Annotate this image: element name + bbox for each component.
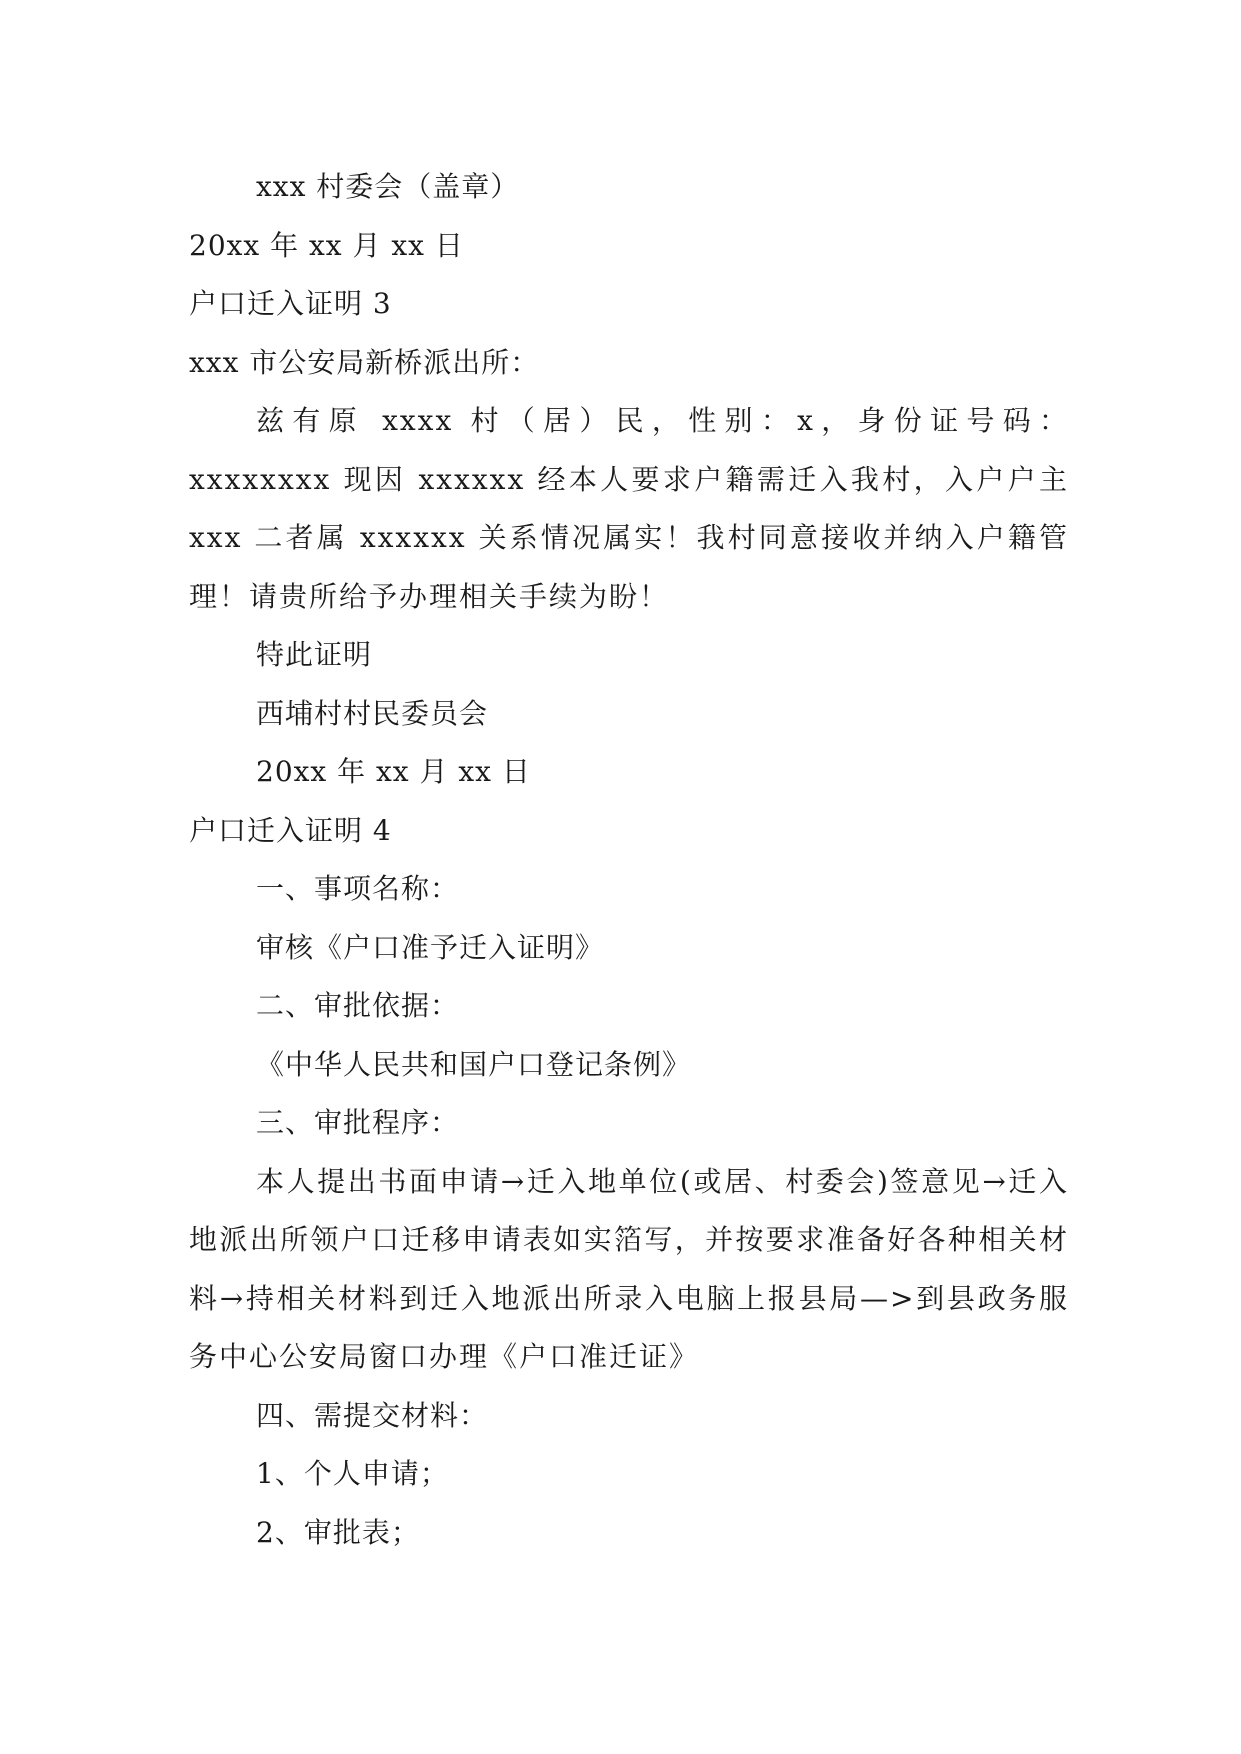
document-body [189,158,1069,1562]
item-title: 四、需提交材料： [256,1398,489,1432]
section-heading: 户口迁入证明 3 [189,287,392,320]
signature-line: 西埔村村民委员会 [256,696,489,730]
stamp-line: xxx 村委会（盖章） [256,170,520,203]
closing-line: 特此证明 [256,638,373,671]
list-item: 1、个人申请； [256,1457,449,1490]
list-item: 2、审批表； [256,1515,420,1549]
item-body: 《中华人民共和国户口登记条例》 [256,1047,692,1081]
procedure-paragraph: 本人提出书面申请→迁入地单位(或居、村委会)签意见→迁入地派出所领户口迁移申请表如实箔写，并按要求准备好各种相关材料→持相关材料到迁入地派出所录入电脑上报县局—>到县政务服务中心公安局窗口办理《户口准迁证》 [189,1164,1069,1373]
item-body: 审核《户口准予迁入证明》 [256,930,605,964]
item-title: 一、事项名称： [256,872,460,905]
date-line: 20xx 年 xx 月 xx 日 [256,755,531,788]
addressee-line: xxx 市公安局新桥派出所： [189,345,540,379]
date-line: 20xx 年 xx 月 xx 日 [189,228,464,262]
certificate-paragraph: 兹有原 xxxx 村（居）民，性别：x，身份证号码：xxxxxxxx 现因 xxxxxx 经本人要求户籍需迁入我村，入户户主 xxx 二者属 xxxxxx 关系情况属实！我村同意接收并纳入户籍管理！请贵所给予办理相关手续为盼！ [189,404,1069,613]
section-heading: 户口迁入证明 4 [189,813,392,847]
item-title: 三、审批程序： [256,1106,460,1139]
item-title: 二、审批依据： [256,989,460,1022]
